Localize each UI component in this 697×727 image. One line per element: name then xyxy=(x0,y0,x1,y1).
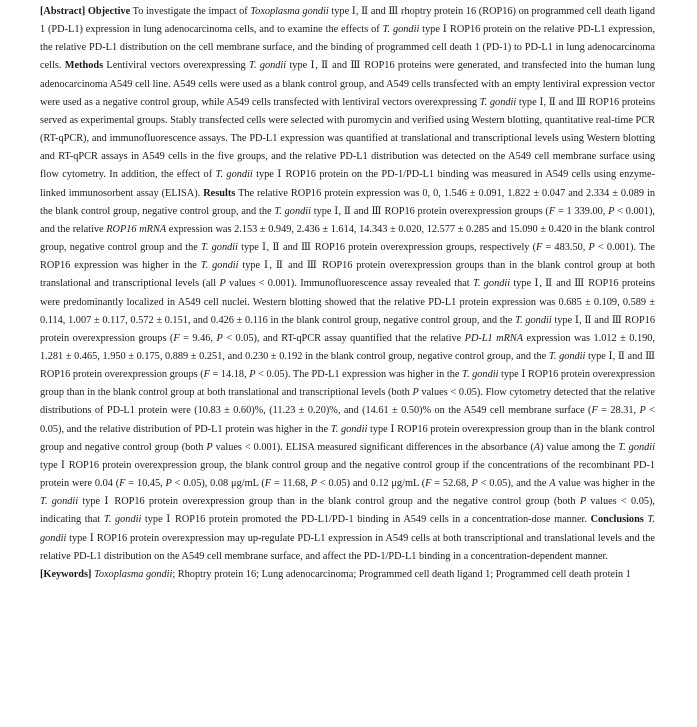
objective-heading: Objective xyxy=(87,6,131,17)
keywords-label: [Keywords] xyxy=(40,568,92,580)
abstract-label: [Abstract] xyxy=(40,6,86,17)
results-text: The relative ROP16 protein expression was 0, 0, 1.546 ± 0.091, 1.822 ± 0.047 and 2.334 ± 0.089 in the blank control group, negative control group, and the T. gondii type Ⅰ, Ⅱ and Ⅲ ROP16 protein overexpression groups (F = 1 339.00, P < 0.001), and the relative ROP16 mRNA expression was 2.153 ± 0.949, 2.436 ± 1.614, 14.343 ± 0.020, 12.577 ± 0.285 and 15.090 ± 0.420 in the blank control group, negative control group and the T. gondii type Ⅰ, Ⅱ and Ⅲ ROP16 protein overexpression groups, respectively (F = 483.50, P < 0.001). The ROP16 expression was higher in the T. gondii type Ⅰ, Ⅱ and Ⅲ ROP16 protein overexpression groups than in the blank control group at both translational and transcriptional levels (all P values < 0.001). Immunofluorescence assay revealed that T. gondii type Ⅰ, Ⅱ and Ⅲ ROP16 proteins were predominantly localized in A549 cell nuclei. Western blotting showed that the relative PD-L1 protein expression was 0.685 ± 0.109, 0.589 ± 0.114, 1.007 ± 0.117, 0.572 ± 0.151, and 0.426 ± 0.116 in the blank control group, negative control group, and the T. gondii type Ⅰ, Ⅱ and Ⅲ ROP16 protein overexpression groups (F = 9.46, P < 0.05), and RT-qPCR assay quantified that the relative PD-L1 mRNA expression was 1.012 ± 0.190, 1.281 ± 0.465, 1.950 ± 0.175, 0.889 ± 0.251, and 0.230 ± 0.192 in the blank control group, negative control group, and the T. gondii type Ⅰ, Ⅱ and Ⅲ ROP16 protein overexpression groups (F = 14.18, P < 0.05). The PD-L1 expression was higher in the T. gondii type Ⅰ ROP16 protein overexpression group than in the blank control group at both translational and transcriptional levels (both P values < 0.05). Flow cytometry detected that the relative distributions of PD-L1 protein were (10.83 ± 0.60)%, (11.23 ± 0.20)%, and (14.61 ± 0.50)% on the A549 cell membrane surface (F = 28.31, P < 0.05), and the relative distribution of PD-L1 protein was higher in the T. gondii type Ⅰ ROP16 protein overexpression group than in the blank control group and negative control group (both P values < 0.001). ELISA measured significant differences in the absorbance (A) value among the T. gondii type Ⅰ ROP16 protein overexpression group, the blank control group and the negative control group if the concentrations of the recombinant PD-1 protein were 0.04 (F = 10.45, P < 0.05), 0.08 μg/mL (F = 11.68, P < 0.05) and 0.12 μg/mL (F = 52.68, P < 0.05), and the A value was higher in the T. gondii type Ⅰ ROP16 protein overexpression group than in the blank control group and the negative control group (both P values < 0.05), indicating that T. gondii type Ⅰ ROP16 protein promoted the PD-L1/PD-1 binding in A549 cells in a concentration-dose manner. xyxy=(40,187,656,526)
keywords-text: Toxoplasma gondii; Rhoptry protein 16; Lung adenocarcinoma; Programmed cell death ligand 1; Programmed cell death protein 1 xyxy=(94,568,631,580)
results-heading: Results xyxy=(203,187,236,199)
conclusions-text: T. gondii type Ⅰ ROP16 protein overexpression may up-regulate PD-L1 expression in A549 cells at both transcriptional and translational levels and the relative PD-L1 distribution on the A549 cell membrane surface, and affect the PD-1/PD-L1 binding in a concentration-dependent manner. xyxy=(40,514,655,562)
abstract-paragraph xyxy=(40,3,655,566)
keywords-paragraph xyxy=(40,566,655,584)
objective-text: To investigate the impact of Toxoplasma gondii type Ⅰ, Ⅱ and Ⅲ rhoptry protein 16 (ROP16) on programmed cell death ligand 1 (PD-L1) expression in lung adenocarcinoma cells, and to examine the effects of T. gondii type Ⅰ ROP16 protein on the relative PD-L1 expression, the relative PD-L1 distribution on the cell membrane surface, and the binding of programmed cell death 1 (PD-1) to PD-L1 in lung adenocarcinoma cells. xyxy=(40,6,656,72)
conclusions-heading: Conclusions xyxy=(590,514,644,526)
methods-text: Lentiviral vectors overexpressing T. gondii type Ⅰ, Ⅱ and Ⅲ ROP16 proteins were generated, and transfected into the human lung adenocarcinoma A549 cell line. A549 cells were used as a blank control group, and A549 cells transfected with an empty lentiviral expression vector were used as a negative control group, while A549 cells transfected with lentiviral vectors overexpressing T. gondii type Ⅰ, Ⅱ and Ⅲ ROP16 proteins served as experimental groups. Stably transfected cells were selected with puromycin and verified using Western blotting, quantitative real-time PCR (RT-qPCR), and immunofluorescence assays. The PD-L1 expression was quantified at translational and transcriptional levels using Western blotting and RT-qPCR assays in A549 cells in the five groups, and the relative PD-L1 distribution was detected on the A549 cell membrane surface using flow cytometry. In addition, the effect of T. gondii type Ⅰ ROP16 protein on the PD-1/PD-L1 binding was measured in A549 cells using enzyme-linked immunosorbent assay (ELISA). xyxy=(40,60,656,199)
methods-heading: Methods xyxy=(64,60,104,72)
